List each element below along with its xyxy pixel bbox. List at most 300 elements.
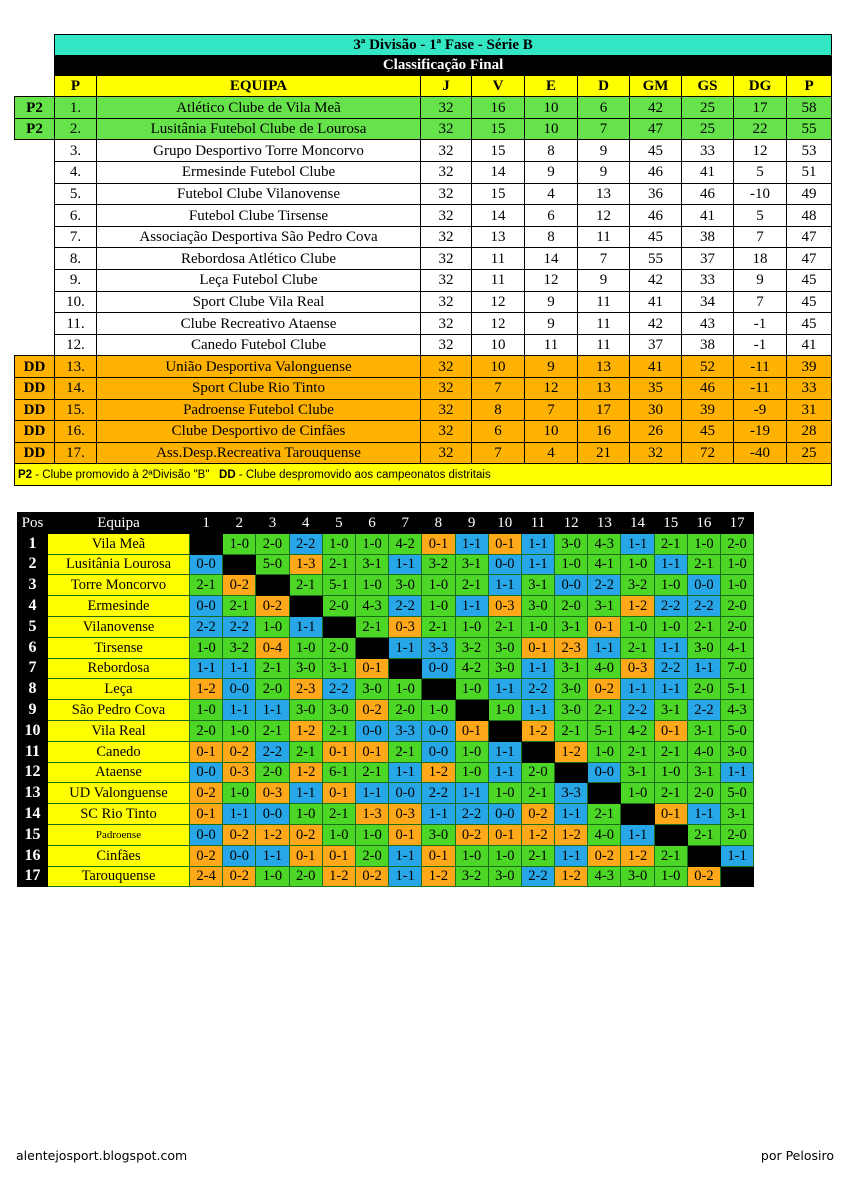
matrix-result-cell: 0-0	[422, 658, 455, 679]
cell-team-name: Leça Futebol Clube	[97, 270, 421, 292]
matrix-result-cell: 3-0	[555, 700, 588, 721]
matrix-result-cell: 4-3	[588, 866, 621, 887]
matrix-result-cell: 1-2	[422, 762, 455, 783]
matrix-result-cell: 2-0	[687, 679, 720, 700]
matrix-result-cell: 0-2	[588, 845, 621, 866]
matrix-column-header: 8	[422, 513, 455, 534]
cell-goals-against: 34	[682, 291, 734, 313]
cell-played: 32	[421, 313, 472, 335]
cell-goal-difference: 7	[734, 226, 787, 248]
matrix-result-cell: 0-1	[588, 616, 621, 637]
standings-row	[15, 97, 832, 119]
matrix-result-cell: 1-2	[555, 824, 588, 845]
results-matrix	[17, 512, 754, 887]
matrix-result-cell: 1-0	[322, 824, 355, 845]
status-tag: DD	[15, 442, 55, 464]
matrix-result-cell: 2-2	[621, 700, 654, 721]
cell-draws: 10	[525, 118, 578, 140]
matrix-result-cell: 2-0	[721, 596, 754, 617]
matrix-row-team: Vila Real	[48, 720, 190, 741]
matrix-result-cell: 5-0	[721, 720, 754, 741]
cell-goals-for: 46	[630, 205, 682, 227]
matrix-result-cell: 1-1	[455, 533, 488, 554]
matrix-result-cell: 2-1	[588, 700, 621, 721]
matrix-result-cell: 0-1	[654, 804, 687, 825]
matrix-result-cell: 1-0	[422, 700, 455, 721]
cell-goal-difference: 22	[734, 118, 787, 140]
matrix-result-cell: 2-0	[721, 616, 754, 637]
matrix-result-cell: 2-1	[389, 741, 422, 762]
cell-points: 45	[787, 270, 832, 292]
matrix-result-cell: 1-1	[654, 679, 687, 700]
cell-played: 32	[421, 334, 472, 356]
cell-goals-for: 42	[630, 97, 682, 119]
matrix-result-cell: 1-1	[256, 700, 289, 721]
matrix-self-cell	[621, 804, 654, 825]
status-tag: P2	[15, 118, 55, 140]
status-tag	[15, 140, 55, 162]
matrix-result-cell: 0-0	[687, 575, 720, 596]
matrix-result-cell: 1-0	[223, 720, 256, 741]
cell-goal-difference: -9	[734, 399, 787, 421]
cell-losses: 9	[578, 140, 630, 162]
matrix-result-cell: 3-0	[621, 866, 654, 887]
matrix-result-cell: 3-2	[422, 554, 455, 575]
matrix-result-cell: 1-0	[621, 783, 654, 804]
matrix-result-cell: 3-0	[422, 824, 455, 845]
matrix-result-cell: 5-0	[256, 554, 289, 575]
matrix-result-cell: 2-2	[223, 616, 256, 637]
matrix-column-header: 6	[355, 513, 388, 534]
cell-draws: 6	[525, 205, 578, 227]
matrix-result-cell: 1-2	[422, 866, 455, 887]
matrix-column-header: 10	[488, 513, 521, 534]
matrix-result-cell: 1-1	[488, 575, 521, 596]
matrix-row-team: Vilanovense	[48, 616, 190, 637]
matrix-result-cell: 4-3	[721, 700, 754, 721]
matrix-result-cell: 2-1	[422, 616, 455, 637]
matrix-result-cell: 1-2	[621, 845, 654, 866]
col-header-team: EQUIPA	[97, 76, 421, 97]
matrix-row	[18, 804, 754, 825]
matrix-result-cell: 1-1	[488, 762, 521, 783]
cell-points: 45	[787, 291, 832, 313]
matrix-row	[18, 741, 754, 762]
matrix-result-cell: 4-1	[588, 554, 621, 575]
matrix-row-position: 9	[18, 700, 48, 721]
matrix-column-header: 13	[588, 513, 621, 534]
matrix-result-cell: 0-3	[389, 616, 422, 637]
cell-played: 32	[421, 226, 472, 248]
matrix-result-cell: 1-2	[521, 824, 554, 845]
cell-team-name: Ass.Desp.Recreativa Tarouquense	[97, 442, 421, 464]
matrix-row-position: 6	[18, 637, 48, 658]
cell-goals-against: 38	[682, 226, 734, 248]
matrix-result-cell: 2-0	[322, 637, 355, 658]
cell-goal-difference: 12	[734, 140, 787, 162]
matrix-result-cell: 1-0	[190, 637, 223, 658]
cell-played: 32	[421, 291, 472, 313]
matrix-result-cell: 0-3	[389, 804, 422, 825]
matrix-row-position: 7	[18, 658, 48, 679]
cell-wins: 15	[472, 118, 525, 140]
cell-points: 48	[787, 205, 832, 227]
matrix-result-cell: 0-2	[355, 700, 388, 721]
matrix-result-cell: 3-0	[289, 658, 322, 679]
cell-draws: 9	[525, 313, 578, 335]
status-tag: P2	[15, 97, 55, 119]
matrix-result-cell: 4-0	[588, 658, 621, 679]
matrix-result-cell: 0-0	[223, 845, 256, 866]
matrix-row-team: Lusitânia Lourosa	[48, 554, 190, 575]
matrix-result-cell: 1-1	[521, 700, 554, 721]
col-header-goals-against: GS	[682, 76, 734, 97]
matrix-result-cell: 1-0	[355, 824, 388, 845]
cell-goals-for: 37	[630, 334, 682, 356]
matrix-result-cell: 2-1	[687, 554, 720, 575]
status-tag	[15, 162, 55, 184]
matrix-result-cell: 0-0	[488, 804, 521, 825]
matrix-result-cell: 1-2	[621, 596, 654, 617]
matrix-row-team: Ataense	[48, 762, 190, 783]
matrix-result-cell: 2-0	[355, 845, 388, 866]
cell-position: 7.	[55, 226, 97, 248]
matrix-result-cell: 1-0	[687, 533, 720, 554]
matrix-result-cell: 0-1	[322, 783, 355, 804]
matrix-row-position: 17	[18, 866, 48, 887]
cell-goals-for: 30	[630, 399, 682, 421]
matrix-result-cell: 3-0	[289, 700, 322, 721]
matrix-result-cell: 1-1	[521, 533, 554, 554]
cell-wins: 13	[472, 226, 525, 248]
matrix-result-cell: 1-1	[455, 596, 488, 617]
matrix-result-cell: 2-1	[289, 575, 322, 596]
cell-goals-for: 26	[630, 421, 682, 443]
cell-draws: 11	[525, 334, 578, 356]
matrix-result-cell: 0-2	[588, 679, 621, 700]
matrix-result-cell: 1-2	[555, 866, 588, 887]
cell-draws: 7	[525, 399, 578, 421]
matrix-result-cell: 2-1	[588, 804, 621, 825]
matrix-result-cell: 3-1	[621, 762, 654, 783]
matrix-result-cell: 2-2	[289, 533, 322, 554]
matrix-result-cell: 1-1	[256, 845, 289, 866]
matrix-row-position: 4	[18, 596, 48, 617]
cell-team-name: Futebol Clube Vilanovense	[97, 183, 421, 205]
matrix-result-cell: 2-0	[256, 762, 289, 783]
cell-played: 32	[421, 118, 472, 140]
matrix-result-cell: 2-0	[322, 596, 355, 617]
standings-row	[15, 334, 832, 356]
matrix-result-cell: 3-1	[588, 596, 621, 617]
cell-position: 5.	[55, 183, 97, 205]
matrix-result-cell: 2-1	[223, 596, 256, 617]
matrix-result-cell: 1-0	[422, 575, 455, 596]
matrix-result-cell: 1-0	[455, 679, 488, 700]
cell-wins: 12	[472, 291, 525, 313]
cell-position: 9.	[55, 270, 97, 292]
cell-draws: 14	[525, 248, 578, 270]
matrix-result-cell: 2-2	[654, 658, 687, 679]
matrix-row	[18, 637, 754, 658]
matrix-result-cell: 0-1	[654, 720, 687, 741]
matrix-result-cell: 0-2	[190, 783, 223, 804]
legend-dd-text: - Clube despromovido aos campeonatos distritais	[238, 468, 491, 481]
matrix-row-team: Leça	[48, 679, 190, 700]
cell-wins: 8	[472, 399, 525, 421]
cell-team-name: União Desportiva Valonguense	[97, 356, 421, 378]
matrix-result-cell: 1-0	[654, 616, 687, 637]
col-header-goals-for: GM	[630, 76, 682, 97]
matrix-column-header: 11	[521, 513, 554, 534]
standings-row	[15, 162, 832, 184]
cell-goal-difference: -40	[734, 442, 787, 464]
cell-losses: 17	[578, 399, 630, 421]
cell-points: 33	[787, 378, 832, 400]
matrix-result-cell: 1-1	[289, 616, 322, 637]
matrix-result-cell: 1-0	[588, 741, 621, 762]
matrix-result-cell: 0-0	[190, 554, 223, 575]
matrix-result-cell: 4-2	[621, 720, 654, 741]
matrix-column-header: 1	[190, 513, 223, 534]
cell-position: 12.	[55, 334, 97, 356]
matrix-result-cell: 2-1	[654, 533, 687, 554]
matrix-result-cell: 2-0	[389, 700, 422, 721]
cell-wins: 6	[472, 421, 525, 443]
matrix-self-cell	[322, 616, 355, 637]
matrix-row	[18, 658, 754, 679]
matrix-self-cell	[654, 824, 687, 845]
cell-team-name: Associação Desportiva São Pedro Cova	[97, 226, 421, 248]
standings-row	[15, 313, 832, 335]
cell-position: 17.	[55, 442, 97, 464]
matrix-column-header: 14	[621, 513, 654, 534]
matrix-result-cell: 0-0	[190, 762, 223, 783]
matrix-result-cell: 1-1	[621, 824, 654, 845]
cell-team-name: Lusitânia Futebol Clube de Lourosa	[97, 118, 421, 140]
cell-wins: 14	[472, 205, 525, 227]
matrix-result-cell: 1-2	[322, 866, 355, 887]
cell-team-name: Grupo Desportivo Torre Moncorvo	[97, 140, 421, 162]
matrix-column-header: 9	[455, 513, 488, 534]
matrix-result-cell: 3-3	[389, 720, 422, 741]
matrix-result-cell: 2-1	[654, 783, 687, 804]
matrix-row	[18, 824, 754, 845]
cell-goals-for: 41	[630, 356, 682, 378]
cell-wins: 14	[472, 162, 525, 184]
cell-losses: 11	[578, 226, 630, 248]
cell-points: 28	[787, 421, 832, 443]
matrix-result-cell: 2-3	[289, 679, 322, 700]
cell-draws: 9	[525, 291, 578, 313]
cell-goal-difference: -10	[734, 183, 787, 205]
cell-points: 55	[787, 118, 832, 140]
matrix-result-cell: 2-1	[521, 845, 554, 866]
matrix-result-cell: 2-1	[190, 575, 223, 596]
matrix-result-cell: 0-0	[422, 741, 455, 762]
matrix-result-cell: 1-0	[654, 866, 687, 887]
cell-played: 32	[421, 356, 472, 378]
matrix-self-cell	[588, 783, 621, 804]
matrix-result-cell: 1-0	[223, 533, 256, 554]
cell-wins: 10	[472, 334, 525, 356]
cell-team-name: Futebol Clube Tirsense	[97, 205, 421, 227]
cell-losses: 7	[578, 248, 630, 270]
standings-row	[15, 248, 832, 270]
matrix-result-cell: 1-0	[355, 575, 388, 596]
cell-draws: 10	[525, 97, 578, 119]
matrix-result-cell: 2-1	[488, 616, 521, 637]
matrix-result-cell: 0-2	[190, 845, 223, 866]
matrix-result-cell: 0-2	[355, 866, 388, 887]
matrix-result-cell: 3-0	[488, 658, 521, 679]
matrix-result-cell: 1-1	[389, 845, 422, 866]
cell-wins: 16	[472, 97, 525, 119]
matrix-result-cell: 1-1	[687, 804, 720, 825]
matrix-result-cell: 1-3	[355, 804, 388, 825]
matrix-result-cell: 0-0	[355, 720, 388, 741]
col-header-played: J	[421, 76, 472, 97]
matrix-row-team: Ermesinde	[48, 596, 190, 617]
matrix-result-cell: 0-1	[488, 824, 521, 845]
matrix-result-cell: 3-1	[687, 762, 720, 783]
matrix-column-header: 16	[687, 513, 720, 534]
matrix-result-cell: 2-1	[555, 720, 588, 741]
matrix-column-header: 17	[721, 513, 754, 534]
cell-points: 39	[787, 356, 832, 378]
matrix-result-cell: 2-1	[355, 762, 388, 783]
matrix-row-position: 11	[18, 741, 48, 762]
matrix-result-cell: 1-1	[555, 845, 588, 866]
cell-team-name: Rebordosa Atlético Clube	[97, 248, 421, 270]
standings-row	[15, 442, 832, 464]
matrix-result-cell: 0-1	[488, 533, 521, 554]
cell-draws: 10	[525, 421, 578, 443]
matrix-result-cell: 0-0	[422, 720, 455, 741]
cell-goals-for: 42	[630, 313, 682, 335]
matrix-result-cell: 2-1	[654, 845, 687, 866]
matrix-result-cell: 0-2	[223, 866, 256, 887]
cell-team-name: Atlético Clube de Vila Meã	[97, 97, 421, 119]
cell-position: 4.	[55, 162, 97, 184]
matrix-result-cell: 1-1	[389, 637, 422, 658]
matrix-result-cell: 1-0	[389, 679, 422, 700]
matrix-result-cell: 3-0	[521, 596, 554, 617]
matrix-result-cell: 1-3	[289, 554, 322, 575]
matrix-result-cell: 5-1	[588, 720, 621, 741]
matrix-result-cell: 1-1	[389, 866, 422, 887]
matrix-result-cell: 1-1	[389, 554, 422, 575]
matrix-self-cell	[687, 845, 720, 866]
matrix-row	[18, 762, 754, 783]
legend-p2-text: - Clube promovido à 2ªDivisão "B"	[35, 468, 210, 481]
cell-position: 10.	[55, 291, 97, 313]
cell-goals-for: 46	[630, 162, 682, 184]
cell-goals-against: 38	[682, 334, 734, 356]
cell-draws: 4	[525, 442, 578, 464]
cell-played: 32	[421, 421, 472, 443]
matrix-result-cell: 0-0	[223, 679, 256, 700]
matrix-result-cell: 2-1	[322, 804, 355, 825]
col-header-points: P	[787, 76, 832, 97]
matrix-result-cell: 3-1	[322, 658, 355, 679]
matrix-result-cell: 1-1	[588, 637, 621, 658]
cell-goals-against: 33	[682, 140, 734, 162]
matrix-result-cell: 0-2	[455, 824, 488, 845]
matrix-row-team: São Pedro Cova	[48, 700, 190, 721]
cell-goals-for: 35	[630, 378, 682, 400]
cell-draws: 8	[525, 226, 578, 248]
matrix-result-cell: 2-1	[322, 720, 355, 741]
matrix-result-cell: 3-1	[555, 658, 588, 679]
matrix-result-cell: 2-2	[687, 700, 720, 721]
status-tag	[15, 226, 55, 248]
matrix-result-cell: 1-0	[289, 804, 322, 825]
matrix-result-cell: 4-0	[588, 824, 621, 845]
matrix-result-cell: 1-0	[488, 700, 521, 721]
cell-goal-difference: 9	[734, 270, 787, 292]
matrix-result-cell: 2-1	[521, 783, 554, 804]
matrix-result-cell: 2-1	[687, 616, 720, 637]
cell-position: 1.	[55, 97, 97, 119]
site-url: alentejosport.blogspot.com	[16, 1148, 188, 1163]
matrix-row-team: Tarouquense	[48, 866, 190, 887]
matrix-result-cell: 0-4	[256, 637, 289, 658]
cell-wins: 15	[472, 183, 525, 205]
matrix-result-cell: 5-0	[721, 783, 754, 804]
cell-points: 45	[787, 313, 832, 335]
cell-goals-for: 45	[630, 226, 682, 248]
standings-row	[15, 399, 832, 421]
status-tag	[15, 313, 55, 335]
matrix-result-cell: 3-1	[455, 554, 488, 575]
matrix-row	[18, 783, 754, 804]
matrix-result-cell: 0-3	[256, 783, 289, 804]
matrix-result-cell: 2-1	[621, 741, 654, 762]
matrix-result-cell: 1-0	[654, 762, 687, 783]
status-tag	[15, 183, 55, 205]
cell-team-name: Clube Desportivo de Cinfães	[97, 421, 421, 443]
matrix-result-cell: 0-2	[521, 804, 554, 825]
matrix-result-cell: 1-2	[289, 762, 322, 783]
cell-goal-difference: 5	[734, 205, 787, 227]
col-header-position: P	[55, 76, 97, 97]
matrix-self-cell	[555, 762, 588, 783]
cell-goals-against: 25	[682, 118, 734, 140]
matrix-result-cell: 3-2	[223, 637, 256, 658]
cell-goal-difference: 17	[734, 97, 787, 119]
cell-points: 31	[787, 399, 832, 421]
matrix-result-cell: 0-0	[389, 783, 422, 804]
matrix-result-cell: 4-3	[588, 533, 621, 554]
matrix-result-cell: 2-2	[322, 679, 355, 700]
matrix-result-cell: 0-0	[256, 804, 289, 825]
cell-position: 11.	[55, 313, 97, 335]
matrix-result-cell: 7-0	[721, 658, 754, 679]
matrix-self-cell	[355, 637, 388, 658]
cell-goals-for: 42	[630, 270, 682, 292]
matrix-result-cell: 2-1	[355, 616, 388, 637]
standings-row	[15, 356, 832, 378]
cell-goals-for: 36	[630, 183, 682, 205]
matrix-result-cell: 1-1	[687, 658, 720, 679]
matrix-self-cell	[422, 679, 455, 700]
cell-played: 32	[421, 378, 472, 400]
cell-team-name: Sport Clube Rio Tinto	[97, 378, 421, 400]
matrix-column-header: 3	[256, 513, 289, 534]
matrix-result-cell: 0-3	[621, 658, 654, 679]
cell-wins: 11	[472, 248, 525, 270]
